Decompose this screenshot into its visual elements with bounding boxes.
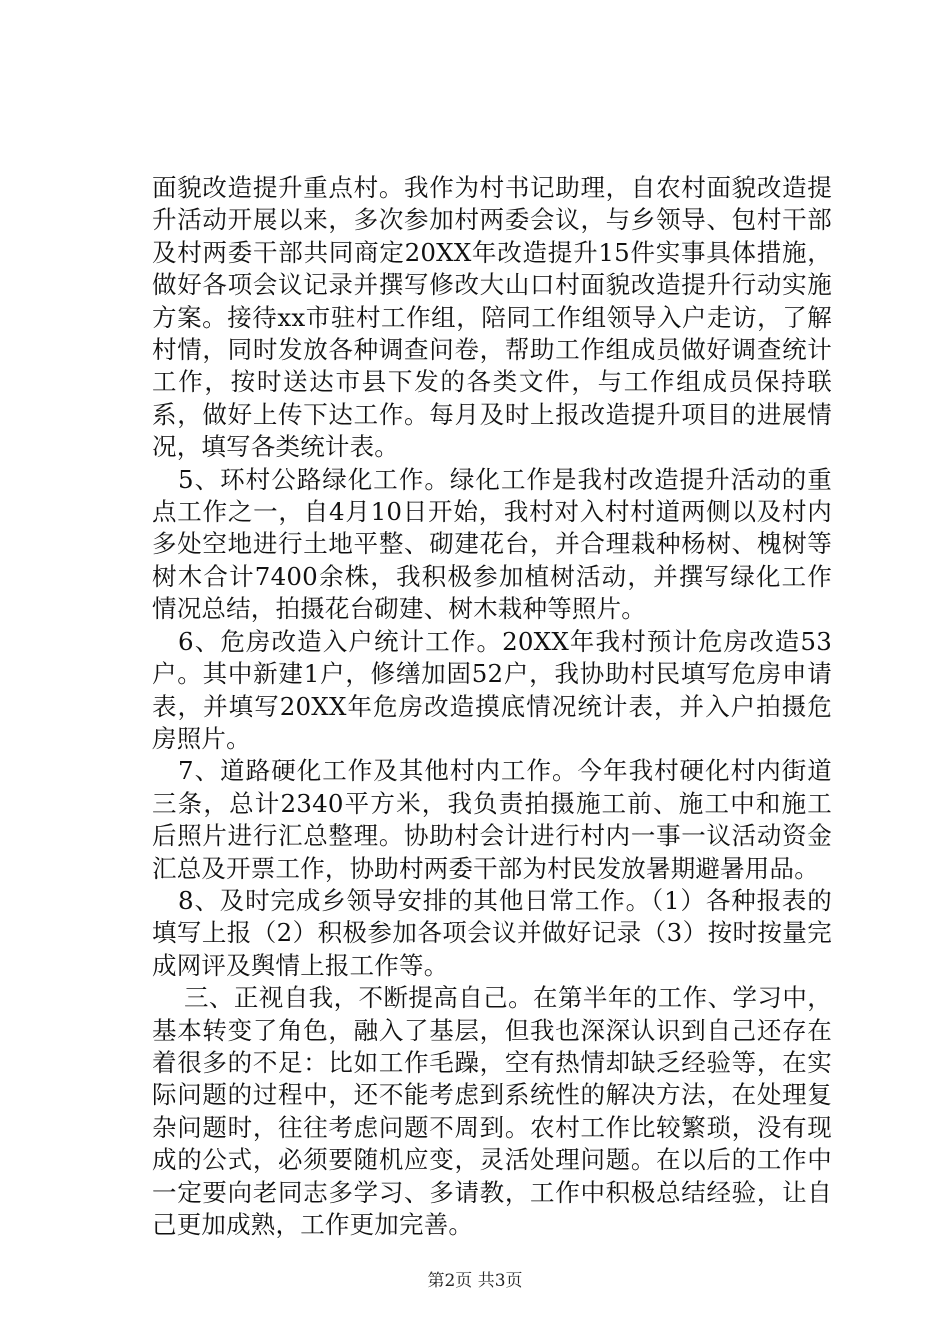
document-body bbox=[152, 172, 832, 1241]
paragraph-continuation: 面貌改造提升重点村。我作为村书记助理，自农村面貌改造提升活动开展以来，多次参加村两委会议，与乡领导、包村干部及村两委干部共同商定20XX年改造提升15件实事具体措施，做好各项会议记录并撰写修改大山口村面貌改造提升行动实施方案。接待xx市驻村工作组，陪同工作组领导入户走访，了解村情，同时发放各种调查问卷，帮助工作组成员做好调查统计工作，按时送达市县下发的各类文件，与工作组成员保持联系，做好上传下达工作。每月及时上报改造提升项目的进展情况，填写各类统计表。 bbox=[152, 173, 832, 462]
paragraph-item-8: 8、及时完成乡领导安排的其他日常工作。（1）各种报表的填写上报（2）积极参加各项会议并做好记录（3）按时按量完成网评及舆情上报工作等。 bbox=[152, 885, 832, 980]
page-number-footer: 第2页 共3页 bbox=[427, 1271, 523, 1291]
paragraph-section-3: 三、正视自我，不断提高自己。在第半年的工作、学习中，基本转变了角色，融入了基层，但我也深深认识到自己还存在着很多的不足：比如工作毛躁，空有热情却缺乏经验等，在实际问题的过程中，还不能考虑到系统性的解决方法，在处理复杂问题时，往往考虑问题不周到。农村工作比较繁琐，没有现成的公式，必须要随机应变，灵活处理问题。在以后的工作中一定要向老同志多学习、多请教，工作中积极总结经验，让自己更加成熟，工作更加完善。 bbox=[152, 983, 832, 1239]
paragraph-item-5: 5、环村公路绿化工作。绿化工作是我村改造提升活动的重点工作之一，自4月10日开始，我村对入村村道两侧以及村内多处空地进行土地平整、砌建花台，并合理栽种杨树、槐树等树木合计7400余株，我积极参加植树活动，并撰写绿化工作情况总结，拍摄花台砌建、树木栽种等照片。 bbox=[152, 464, 832, 624]
paragraph-item-6: 6、危房改造入户统计工作。20XX年我村预计危房改造53户。其中新建1户，修缮加固52户，我协助村民填写危房申请表，并填写20XX年危房改造摸底情况统计表，并入户拍摄危房照片。 bbox=[152, 626, 832, 753]
paragraph-item-7: 7、道路硬化工作及其他村内工作。今年我村硬化村内街道三条，总计2340平方米，我负责拍摄施工前、施工中和施工后照片进行汇总整理。协助村会计进行村内一事一议活动资金汇总及开票工作，协助村两委干部为村民发放暑期避暑用品。 bbox=[152, 756, 832, 883]
